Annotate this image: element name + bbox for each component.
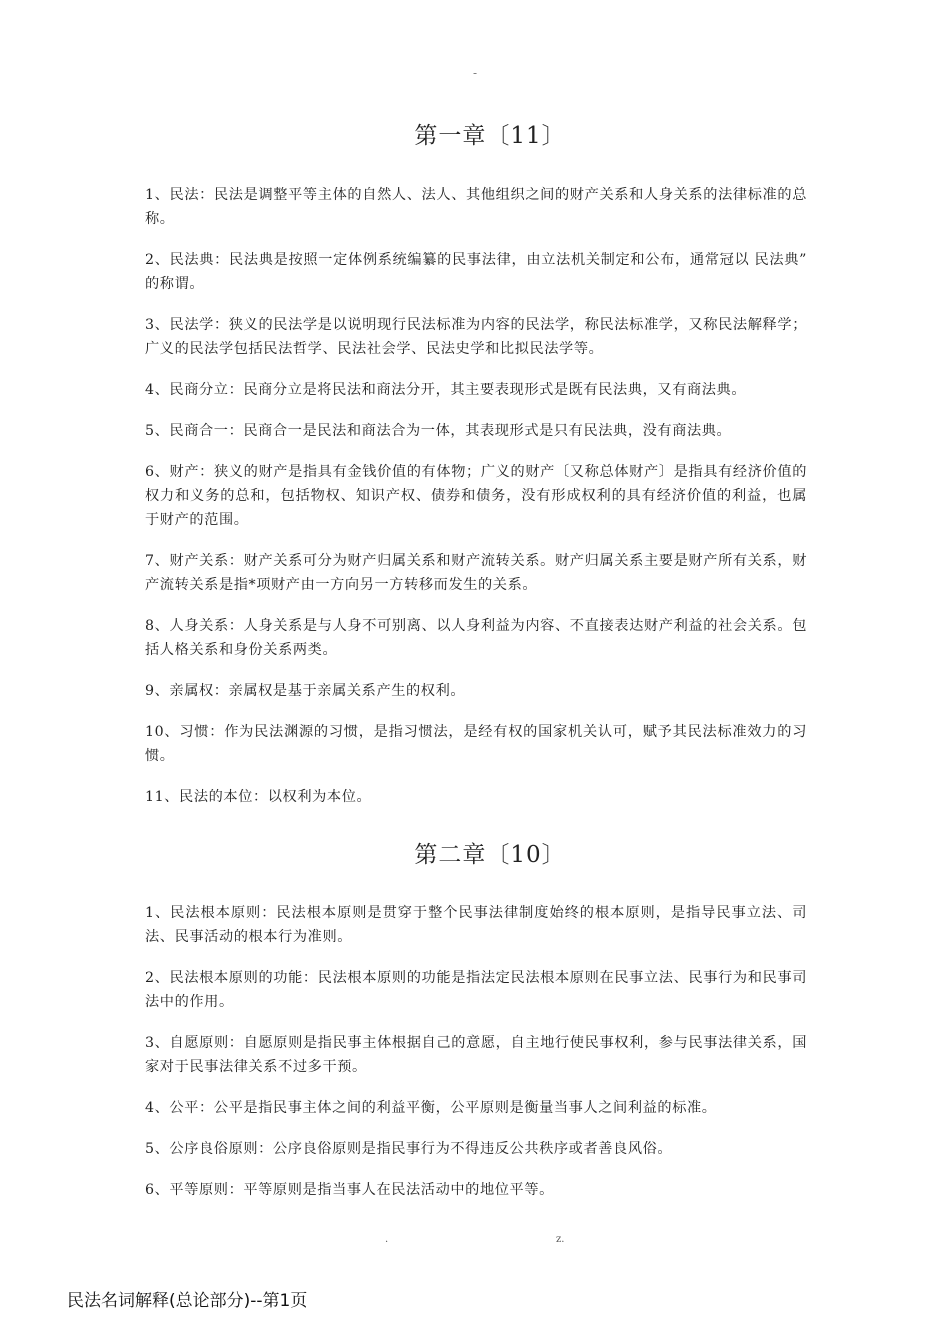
definition-entry: 10、习惯：作为民法渊源的习惯，是指习惯法，是经有权的国家机关认可，赋予其民法标准效力的习惯。 (145, 724, 807, 764)
definition-entry: 6、财产：狭义的财产是指具有金钱价值的有体物；广义的财产〔又称总体财产〕是指具有经济价值的权力和义务的总和，包括物权、知识产权、债券和债务，没有形成权利的具有经济价值的利益，也属于财产的范围。 (145, 464, 807, 528)
header-mark: - (472, 66, 478, 80)
definition-entry: 2、民法根本原则的功能：民法根本原则的功能是指法定民法根本原则在民事立法、民事行为和民事司法中的作用。 (145, 970, 807, 1010)
definition-entry: 6、平等原则：平等原则是指当事人在民法活动中的地位平等。 (145, 1182, 554, 1198)
page-caption: 民法名词解释(总论部分)--第1页 (67, 1291, 308, 1311)
footer-z-mark: z. (556, 1234, 565, 1245)
definition-entry: 3、自愿原则：自愿原则是指民事主体根据自己的意愿，自主地行使民事权利，参与民事法律关系，国家对于民事法律关系不过多干预。 (145, 1035, 807, 1075)
definition-entry: 5、民商合一：民商合一是民法和商法合为一体，其表现形式是只有民法典，没有商法典。 (145, 423, 732, 439)
definition-entry: 7、财产关系：财产关系可分为财产归属关系和财产流转关系。财产归属关系主要是财产所有关系，财产流转关系是指*项财产由一方向另一方转移而发生的关系。 (145, 553, 807, 593)
definition-entry: 8、人身关系：人身关系是与人身不可别离、以人身利益为内容、不直接表达财产利益的社会关系。包括人格关系和身份关系两类。 (145, 618, 807, 658)
footer-dot: . (385, 1234, 389, 1245)
definition-entry: 5、公序良俗原则：公序良俗原则是指民事行为不得违反公共秩序或者善良风俗。 (145, 1141, 673, 1157)
definition-entry: 4、公平：公平是指民事主体之间的利益平衡，公平原则是衡量当事人之间利益的标准。 (145, 1100, 717, 1116)
chapter-2-entries (145, 901, 807, 1219)
definition-entry: 3、民法学：狭义的民法学是以说明现行民法标准为内容的民法学，称民法标准学，又称民法解释学；广义的民法学包括民法哲学、民法社会学、民法史学和比拟民法学等。 (145, 317, 807, 357)
definition-entry: 4、民商分立：民商分立是将民法和商法分开，其主要表现形式是既有民法典，又有商法典。 (145, 382, 747, 398)
chapter-1-entries (145, 183, 807, 826)
definition-entry: 1、民法根本原则：民法根本原则是贯穿于整个民事法律制度始终的根本原则，是指导民事立法、司法、民事活动的根本行为准则。 (145, 905, 807, 945)
definition-entry: 1、民法：民法是调整平等主体的自然人、法人、其他组织之间的财产关系和人身关系的法律标准的总称。 (145, 187, 807, 227)
definition-entry: 9、亲属权：亲属权是基于亲属关系产生的权利。 (145, 683, 466, 699)
definition-entry: 11、民法的本位：以权利为本位。 (145, 789, 372, 805)
definition-entry: 2、民法典：民法典是按照一定体例系统编纂的民事法律，由立法机关制定和公布，通常冠以 民法典” 的称谓。 (145, 252, 807, 292)
chapter-1-title: 第一章〔11〕 (414, 123, 566, 149)
chapter-2-title: 第二章〔10〕 (414, 842, 566, 868)
